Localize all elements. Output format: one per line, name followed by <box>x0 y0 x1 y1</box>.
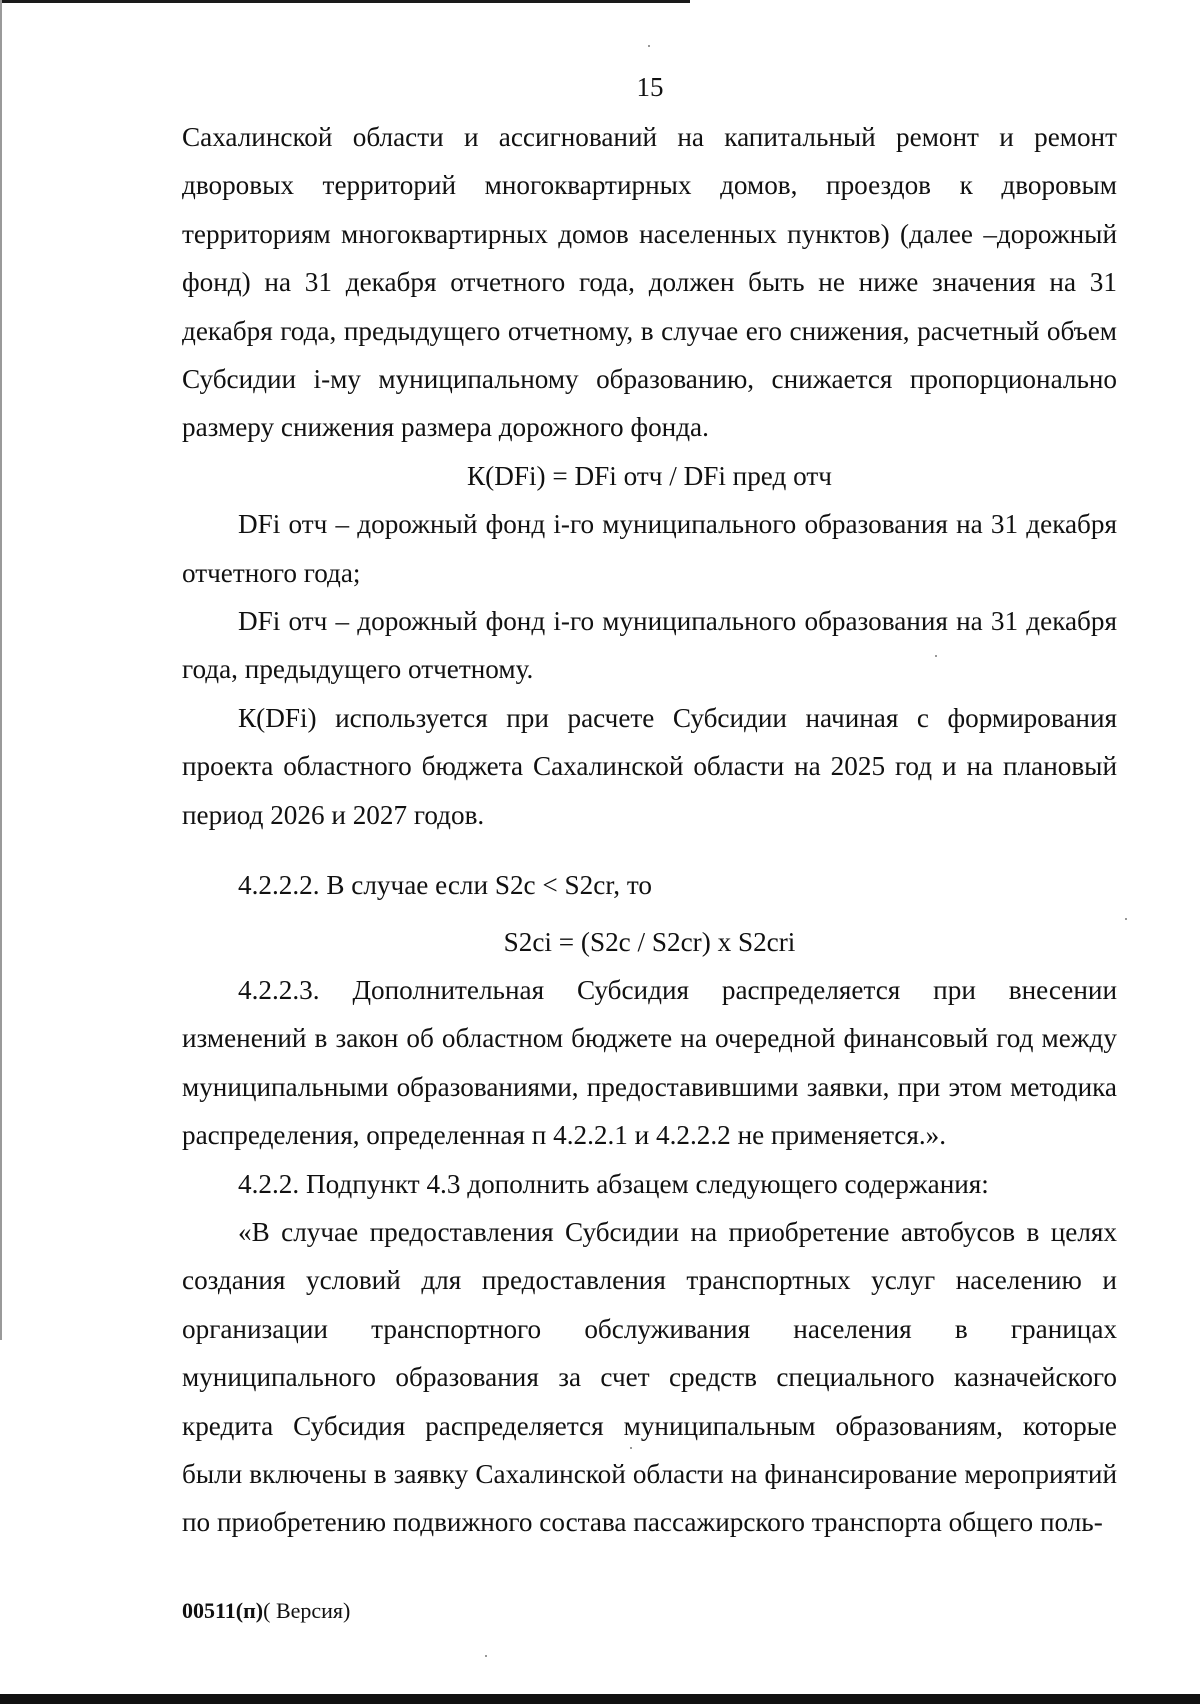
paragraph-4-2-2: 4.2.2. Подпункт 4.3 дополнить абзацем следующего содержания: <box>238 1168 989 1199</box>
paragraph-quoted-addition: «В случае предоставления Субсидии на приобретение автобусов в целях создания условий для предоставления транспортных услуг населению и организации транспортного обслуживания населения в границах муниципального образования за счет средств специального казначейского кредита Субсидия распределяется муниципальным образованиям, которые были включены в заявку Сахалинской области на финансирование мероприятий по приобретению подвижного состава пассажирского транспорта общего поль- <box>182 1216 1117 1538</box>
paragraph-k-dfi-usage: К(DFi) используется при расчете Субсидии начиная с формирования проекта областного бюджета Сахалинской области на 2025 год и на плановый период 2026 и 2027 годов. <box>182 702 1117 830</box>
scan-speck <box>485 1655 487 1657</box>
paragraph-continuation: Сахалинской области и ассигнований на капитальный ремонт и ремонт дворовых территорий многоквартирных домов, проездов к дворовым территориям многоквартирных домов населенных пунктов) (далее –дорожный фонд) на 31 декабря отчетного года, должен быть не ниже значения на 31 декабря года, предыдущего отчетному, в случае его снижения, расчетный объем Субсидии i-му муниципальному образованию, снижается пропорционально размеру снижения размера дорожного фонда. <box>182 122 1117 443</box>
scan-speck <box>935 655 937 657</box>
page-number: 15 <box>636 72 664 102</box>
spacer <box>182 839 1117 861</box>
footer-code-number: 00511(п) <box>182 1598 264 1623</box>
formula-k-dfi: К(DFi) = DFi отч / DFi пред отч <box>467 460 832 491</box>
scan-speck <box>648 45 650 47</box>
scan-speck <box>1125 918 1127 920</box>
paragraph-dfi-previous: DFi отч – дорожный фонд i-го муниципального образования на 31 декабря года, предыдущего отчетному. <box>182 606 1117 685</box>
paragraph-4-2-2-3: 4.2.2.3. Дополнительная Субсидия распределяется при внесении изменений в закон об областном бюджете на очередной финансовый год между муниципальными образованиями, предоставившими заявки, при этом методика распределения, определенная п 4.2.2.1 и 4.2.2.2 не применяется.». <box>182 974 1117 1151</box>
spacer <box>182 910 1117 918</box>
scan-edge-bottom <box>0 1694 1200 1704</box>
scan-edge-left <box>0 0 2 1340</box>
paragraph-dfi-current: DFi отч – дорожный фонд i-го муниципального образования на 31 декабря отчетного года; <box>182 509 1117 588</box>
paragraph-4-2-2-2: 4.2.2.2. В случае если S2c < S2cr, то <box>238 870 653 901</box>
footer-version: ( Версия) <box>263 1598 351 1623</box>
formula-s2ci: S2ci = (S2c / S2cr) x S2cri <box>503 926 796 957</box>
scan-edge-top <box>0 0 690 3</box>
scan-speck <box>630 1447 632 1449</box>
document-body <box>182 113 1117 1547</box>
document-footer-code <box>182 1598 350 1624</box>
